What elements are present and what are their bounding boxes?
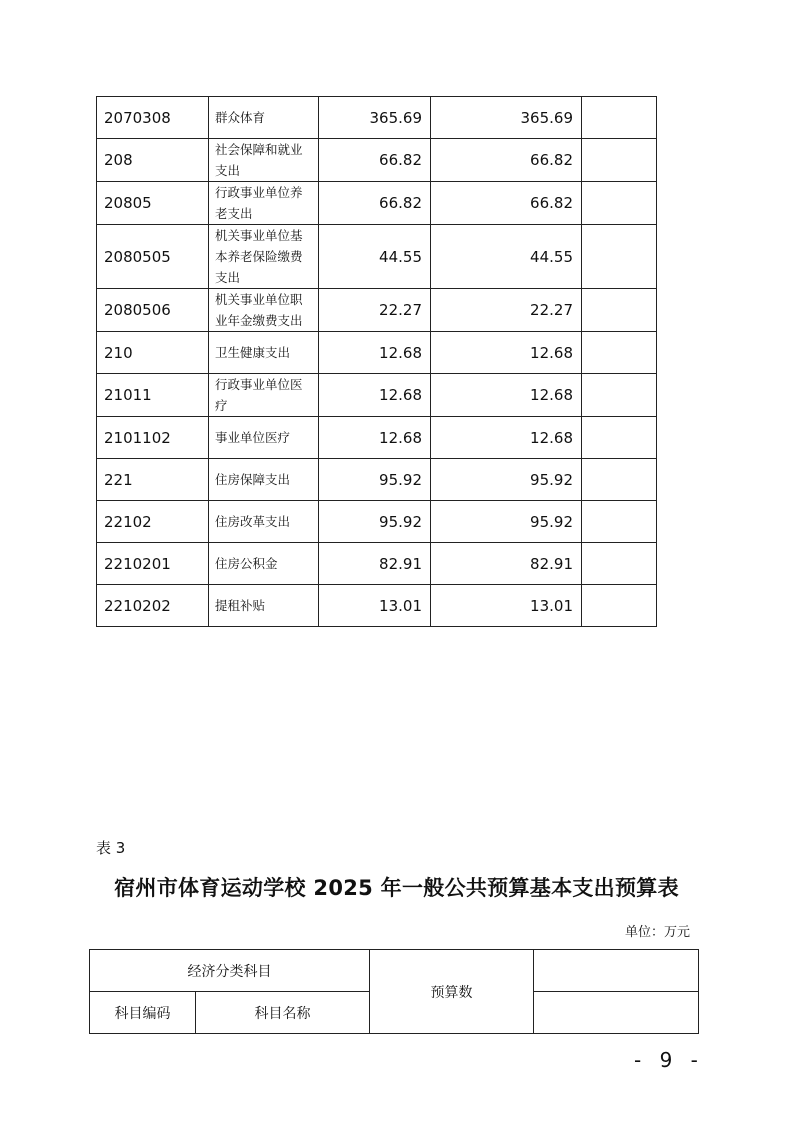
row-total: 95.92 <box>319 459 431 501</box>
header-budget-amount: 预算数 <box>370 950 534 1034</box>
row-extra <box>582 225 657 289</box>
row-total: 95.92 <box>319 501 431 543</box>
budget-table <box>96 96 657 627</box>
row-basic: 12.68 <box>431 332 582 374</box>
row-basic: 22.27 <box>431 289 582 332</box>
row-basic: 95.92 <box>431 459 582 501</box>
table-row <box>97 139 657 182</box>
row-total: 12.68 <box>319 332 431 374</box>
row-code: 210 <box>97 332 209 374</box>
row-name: 卫生健康支出 <box>209 332 319 374</box>
row-total: 12.68 <box>319 374 431 417</box>
row-extra <box>582 543 657 585</box>
table-row <box>97 459 657 501</box>
header-subject-code: 科目编码 <box>90 992 196 1034</box>
row-name: 行政事业单位养老支出 <box>209 182 319 225</box>
row-total: 22.27 <box>319 289 431 332</box>
row-extra <box>582 374 657 417</box>
row-total: 66.82 <box>319 182 431 225</box>
table-row <box>97 501 657 543</box>
row-name: 事业单位医疗 <box>209 417 319 459</box>
table-row <box>97 225 657 289</box>
table-row <box>97 289 657 332</box>
row-code: 2070308 <box>97 97 209 139</box>
row-extra <box>582 289 657 332</box>
row-name: 提租补贴 <box>209 585 319 627</box>
row-total: 66.82 <box>319 139 431 182</box>
row-name: 住房改革支出 <box>209 501 319 543</box>
row-name: 机关事业单位职业年金缴费支出 <box>209 289 319 332</box>
table-row <box>97 332 657 374</box>
row-code: 208 <box>97 139 209 182</box>
row-extra <box>582 585 657 627</box>
page-number: - 9 - <box>634 1048 704 1072</box>
table-row <box>97 585 657 627</box>
row-extra <box>582 417 657 459</box>
row-basic: 12.68 <box>431 417 582 459</box>
row-code: 2210201 <box>97 543 209 585</box>
row-total: 12.68 <box>319 417 431 459</box>
row-extra <box>582 501 657 543</box>
row-code: 22102 <box>97 501 209 543</box>
row-name: 社会保障和就业支出 <box>209 139 319 182</box>
row-total: 82.91 <box>319 543 431 585</box>
row-total: 365.69 <box>319 97 431 139</box>
expenditure-header-table <box>89 949 699 1034</box>
row-code: 2080506 <box>97 289 209 332</box>
table-row <box>97 417 657 459</box>
row-extra <box>582 459 657 501</box>
row-code: 2080505 <box>97 225 209 289</box>
table-label: 表 3 <box>96 839 126 857</box>
row-name: 住房保障支出 <box>209 459 319 501</box>
row-basic: 12.68 <box>431 374 582 417</box>
row-basic: 44.55 <box>431 225 582 289</box>
row-code: 21011 <box>97 374 209 417</box>
header-blank-cell <box>534 992 699 1034</box>
table-row <box>97 97 657 139</box>
table-row <box>97 543 657 585</box>
row-name: 群众体育 <box>209 97 319 139</box>
row-extra <box>582 182 657 225</box>
row-basic: 66.82 <box>431 139 582 182</box>
row-name: 住房公积金 <box>209 543 319 585</box>
row-basic: 66.82 <box>431 182 582 225</box>
unit-label: 单位：万元 <box>624 925 690 940</box>
row-code: 221 <box>97 459 209 501</box>
row-basic: 95.92 <box>431 501 582 543</box>
row-total: 13.01 <box>319 585 431 627</box>
row-name: 机关事业单位基本养老保险缴费支出 <box>209 225 319 289</box>
row-basic: 13.01 <box>431 585 582 627</box>
row-extra <box>582 139 657 182</box>
row-code: 20805 <box>97 182 209 225</box>
row-code: 2101102 <box>97 417 209 459</box>
row-name: 行政事业单位医疗 <box>209 374 319 417</box>
row-basic: 82.91 <box>431 543 582 585</box>
table-row <box>97 182 657 225</box>
header-econ-category: 经济分类科目 <box>90 950 370 992</box>
table-row <box>97 374 657 417</box>
row-code: 2210202 <box>97 585 209 627</box>
row-total: 44.55 <box>319 225 431 289</box>
page-title: 宿州市体育运动学校 2025 年一般公共预算基本支出预算表 <box>114 876 679 900</box>
header-blank-cell <box>534 950 699 992</box>
row-extra <box>582 97 657 139</box>
row-basic: 365.69 <box>431 97 582 139</box>
row-extra <box>582 332 657 374</box>
header-subject-name: 科目名称 <box>196 992 370 1034</box>
